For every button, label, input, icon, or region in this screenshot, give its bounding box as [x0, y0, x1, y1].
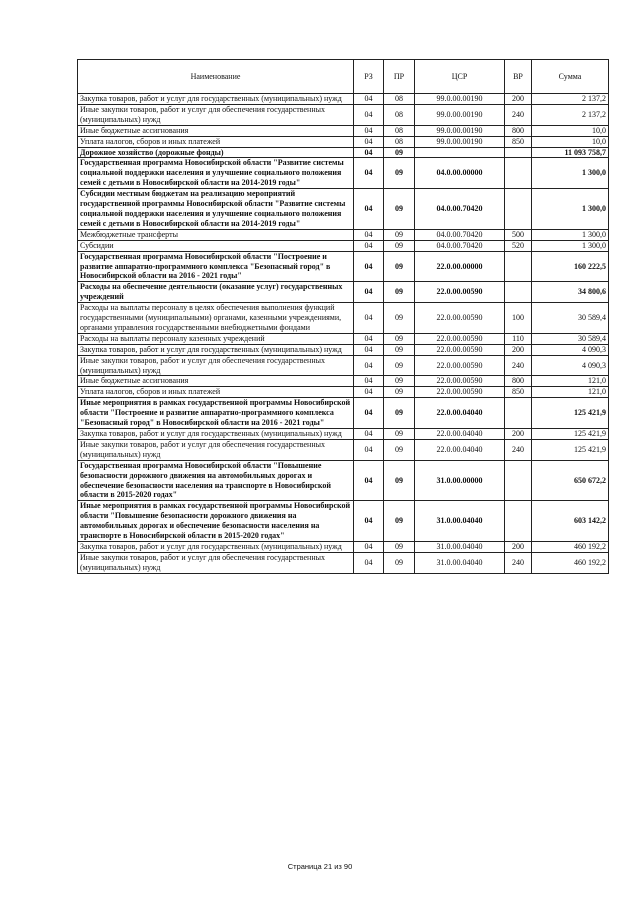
table-row — [78, 147, 609, 158]
cell-pr: 09 — [384, 501, 415, 542]
cell-sum: 160 222,5 — [532, 251, 609, 282]
cell-name: Межбюджетные трансферты — [78, 229, 354, 240]
cell-rz: 04 — [354, 136, 384, 147]
cell-name: Государственная программа Новосибирской области "Построение и развитие аппаратно-программного комплекса "Безопасный город" в Новосибирской области на 2016 - 2021 годы" — [78, 251, 354, 282]
cell-rz: 04 — [354, 251, 384, 282]
cell-pr: 09 — [384, 552, 415, 573]
cell-csr: 22.0.00.00590 — [415, 387, 505, 398]
cell-name: Расходы на выплаты персоналу казенных учреждений — [78, 333, 354, 344]
cell-rz: 04 — [354, 158, 384, 189]
cell-pr: 09 — [384, 333, 415, 344]
cell-name: Иные закупки товаров, работ и услуг для обеспечения государственных (муниципальных) нужд — [78, 439, 354, 460]
table-row — [78, 344, 609, 355]
cell-rz: 04 — [354, 303, 384, 334]
cell-name: Иные мероприятия в рамках государственной программы Новосибирской области "Повышение безопасности дорожного движения на автомобильных дорогах и обеспечение безопасности населения на транспорте в Новосибирской области в 2015-2020 годах" — [78, 501, 354, 542]
cell-rz: 04 — [354, 541, 384, 552]
cell-csr: 04.0.00.70420 — [415, 229, 505, 240]
cell-pr: 09 — [384, 147, 415, 158]
cell-rz: 04 — [354, 398, 384, 429]
column-header-pr: ПР — [384, 60, 415, 94]
cell-name: Расходы на выплаты персоналу в целях обеспечения выполнения функций государственными (муниципальными) органами, казенными учреждениями, органами управления государственными внебюджетными фондами — [78, 303, 354, 334]
cell-csr: 22.0.00.00590 — [415, 355, 505, 376]
cell-rz: 04 — [354, 344, 384, 355]
cell-pr: 09 — [384, 229, 415, 240]
cell-sum: 125 421,9 — [532, 398, 609, 429]
table-row — [78, 251, 609, 282]
cell-vr: 100 — [505, 303, 532, 334]
cell-rz: 04 — [354, 429, 384, 440]
cell-rz: 04 — [354, 104, 384, 125]
cell-sum: 125 421,9 — [532, 429, 609, 440]
cell-name: Закупка товаров, работ и услуг для государственных (муниципальных) нужд — [78, 429, 354, 440]
cell-csr: 31.0.00.04040 — [415, 541, 505, 552]
cell-csr: 31.0.00.04040 — [415, 501, 505, 542]
cell-sum: 460 192,2 — [532, 541, 609, 552]
cell-vr: 800 — [505, 125, 532, 136]
cell-csr — [415, 147, 505, 158]
cell-sum: 460 192,2 — [532, 552, 609, 573]
cell-rz: 04 — [354, 460, 384, 501]
cell-sum: 4 090,3 — [532, 355, 609, 376]
cell-rz: 04 — [354, 282, 384, 303]
cell-vr — [505, 501, 532, 542]
cell-csr: 04.0.00.70420 — [415, 240, 505, 251]
cell-vr: 200 — [505, 541, 532, 552]
cell-sum: 1 300,0 — [532, 158, 609, 189]
table-row — [78, 94, 609, 105]
cell-sum: 2 137,2 — [532, 94, 609, 105]
budget-table — [77, 59, 609, 574]
cell-rz: 04 — [354, 552, 384, 573]
cell-pr: 09 — [384, 439, 415, 460]
cell-vr: 500 — [505, 229, 532, 240]
table-row — [78, 376, 609, 387]
cell-vr — [505, 189, 532, 230]
cell-pr: 09 — [384, 376, 415, 387]
table-row — [78, 240, 609, 251]
cell-csr: 22.0.00.00000 — [415, 251, 505, 282]
cell-sum: 2 137,2 — [532, 104, 609, 125]
cell-name: Закупка товаров, работ и услуг для государственных (муниципальных) нужд — [78, 344, 354, 355]
cell-pr: 09 — [384, 541, 415, 552]
table-row — [78, 333, 609, 344]
cell-vr — [505, 158, 532, 189]
cell-sum: 10,0 — [532, 136, 609, 147]
cell-vr — [505, 282, 532, 303]
cell-rz: 04 — [354, 189, 384, 230]
cell-pr: 09 — [384, 460, 415, 501]
cell-csr: 04.0.00.70420 — [415, 189, 505, 230]
cell-pr: 09 — [384, 189, 415, 230]
cell-name: Субсидии местным бюджетам на реализацию мероприятий государственной программы Новосибирской области "Развитие системы социальной поддержки населения и улучшение социального положения семей с детьми в Новосибирской области на 2014-2019 годы" — [78, 189, 354, 230]
cell-rz: 04 — [354, 355, 384, 376]
cell-pr: 09 — [384, 282, 415, 303]
cell-sum: 121,0 — [532, 387, 609, 398]
cell-pr: 08 — [384, 104, 415, 125]
column-header-sum: Сумма — [532, 60, 609, 94]
cell-rz: 04 — [354, 94, 384, 105]
cell-rz: 04 — [354, 333, 384, 344]
table-row — [78, 136, 609, 147]
cell-sum: 11 093 758,7 — [532, 147, 609, 158]
table-header-row — [78, 60, 609, 94]
cell-sum: 125 421,9 — [532, 439, 609, 460]
cell-csr: 31.0.00.04040 — [415, 552, 505, 573]
cell-csr: 22.0.00.00590 — [415, 282, 505, 303]
cell-vr: 240 — [505, 355, 532, 376]
table-row — [78, 104, 609, 125]
cell-csr: 22.0.00.04040 — [415, 439, 505, 460]
table-row — [78, 303, 609, 334]
cell-vr: 200 — [505, 94, 532, 105]
cell-name: Иные бюджетные ассигнования — [78, 376, 354, 387]
cell-name: Государственная программа Новосибирской области "Повышение безопасности дорожного движения на автомобильных дорогах и обеспечение безопасности населения на транспорте в Новосибирской области в 2015-2020 годах" — [78, 460, 354, 501]
cell-name: Субсидии — [78, 240, 354, 251]
cell-rz: 04 — [354, 501, 384, 542]
cell-vr: 200 — [505, 344, 532, 355]
cell-vr: 240 — [505, 439, 532, 460]
cell-name: Закупка товаров, работ и услуг для государственных (муниципальных) нужд — [78, 541, 354, 552]
cell-sum: 4 090,3 — [532, 344, 609, 355]
table-row — [78, 282, 609, 303]
cell-name: Иные закупки товаров, работ и услуг для обеспечения государственных (муниципальных) нужд — [78, 552, 354, 573]
cell-pr: 09 — [384, 251, 415, 282]
cell-pr: 08 — [384, 125, 415, 136]
table-row — [78, 229, 609, 240]
cell-pr: 09 — [384, 344, 415, 355]
cell-pr: 09 — [384, 387, 415, 398]
cell-name: Государственная программа Новосибирской области "Развитие системы социальной поддержки населения и улучшение социального положения семей с детьми в Новосибирской области на 2014-2019 годы" — [78, 158, 354, 189]
page-footer: Страница 21 из 90 — [287, 862, 353, 871]
cell-name: Закупка товаров, работ и услуг для государственных (муниципальных) нужд — [78, 94, 354, 105]
cell-sum: 121,0 — [532, 376, 609, 387]
cell-rz: 04 — [354, 387, 384, 398]
table-row — [78, 398, 609, 429]
cell-csr: 22.0.00.00590 — [415, 333, 505, 344]
table-row — [78, 552, 609, 573]
cell-vr: 520 — [505, 240, 532, 251]
cell-name: Уплата налогов, сборов и иных платежей — [78, 136, 354, 147]
cell-csr: 22.0.00.00590 — [415, 303, 505, 334]
cell-sum: 650 672,2 — [532, 460, 609, 501]
cell-vr — [505, 460, 532, 501]
table-row — [78, 541, 609, 552]
cell-csr: 99.0.00.00190 — [415, 94, 505, 105]
cell-vr: 200 — [505, 429, 532, 440]
cell-sum: 1 300,0 — [532, 189, 609, 230]
cell-pr: 09 — [384, 158, 415, 189]
cell-sum: 1 300,0 — [532, 229, 609, 240]
cell-csr: 99.0.00.00190 — [415, 136, 505, 147]
cell-sum: 1 300,0 — [532, 240, 609, 251]
cell-name: Расходы на обеспечение деятельности (оказание услуг) государственных учреждений — [78, 282, 354, 303]
cell-rz: 04 — [354, 125, 384, 136]
cell-csr: 99.0.00.00190 — [415, 125, 505, 136]
cell-vr — [505, 398, 532, 429]
table-row — [78, 460, 609, 501]
cell-sum: 30 589,4 — [532, 303, 609, 334]
column-header-rz: РЗ — [354, 60, 384, 94]
cell-sum: 603 142,2 — [532, 501, 609, 542]
cell-pr: 09 — [384, 398, 415, 429]
column-header-csr: ЦСР — [415, 60, 505, 94]
cell-pr: 09 — [384, 429, 415, 440]
cell-vr: 800 — [505, 376, 532, 387]
cell-rz: 04 — [354, 376, 384, 387]
table-row — [78, 501, 609, 542]
cell-rz: 04 — [354, 439, 384, 460]
cell-csr: 22.0.00.04040 — [415, 429, 505, 440]
table-row — [78, 125, 609, 136]
column-header-vr: ВР — [505, 60, 532, 94]
table-row — [78, 189, 609, 230]
cell-sum: 30 589,4 — [532, 333, 609, 344]
cell-vr: 240 — [505, 552, 532, 573]
cell-vr: 850 — [505, 136, 532, 147]
cell-rz: 04 — [354, 240, 384, 251]
cell-name: Уплата налогов, сборов и иных платежей — [78, 387, 354, 398]
column-header-name: Наименование — [78, 60, 354, 94]
cell-pr: 09 — [384, 240, 415, 251]
table-row — [78, 387, 609, 398]
cell-name: Иные мероприятия в рамках государственной программы Новосибирской области "Построение и развитие аппаратно-программного комплекса "Безопасный город" в Новосибирской области на 2016 - 2021 годы" — [78, 398, 354, 429]
cell-vr: 850 — [505, 387, 532, 398]
table-row — [78, 429, 609, 440]
cell-csr: 22.0.00.00590 — [415, 344, 505, 355]
table-row — [78, 355, 609, 376]
cell-pr: 08 — [384, 136, 415, 147]
cell-pr: 09 — [384, 303, 415, 334]
table-body — [78, 94, 609, 574]
cell-name: Дорожное хозяйство (дорожные фонды) — [78, 147, 354, 158]
cell-csr: 22.0.00.00590 — [415, 376, 505, 387]
cell-name: Иные закупки товаров, работ и услуг для обеспечения государственных (муниципальных) нужд — [78, 355, 354, 376]
cell-rz: 04 — [354, 147, 384, 158]
table-row — [78, 158, 609, 189]
cell-vr: 240 — [505, 104, 532, 125]
cell-csr: 22.0.00.04040 — [415, 398, 505, 429]
cell-rz: 04 — [354, 229, 384, 240]
cell-pr: 09 — [384, 355, 415, 376]
cell-csr: 99.0.00.00190 — [415, 104, 505, 125]
cell-sum: 34 800,6 — [532, 282, 609, 303]
cell-name: Иные закупки товаров, работ и услуг для обеспечения государственных (муниципальных) нужд — [78, 104, 354, 125]
cell-csr: 04.0.00.00000 — [415, 158, 505, 189]
cell-name: Иные бюджетные ассигнования — [78, 125, 354, 136]
table-row — [78, 439, 609, 460]
cell-pr: 08 — [384, 94, 415, 105]
cell-vr: 110 — [505, 333, 532, 344]
cell-sum: 10,0 — [532, 125, 609, 136]
cell-vr — [505, 147, 532, 158]
cell-vr — [505, 251, 532, 282]
cell-csr: 31.0.00.00000 — [415, 460, 505, 501]
